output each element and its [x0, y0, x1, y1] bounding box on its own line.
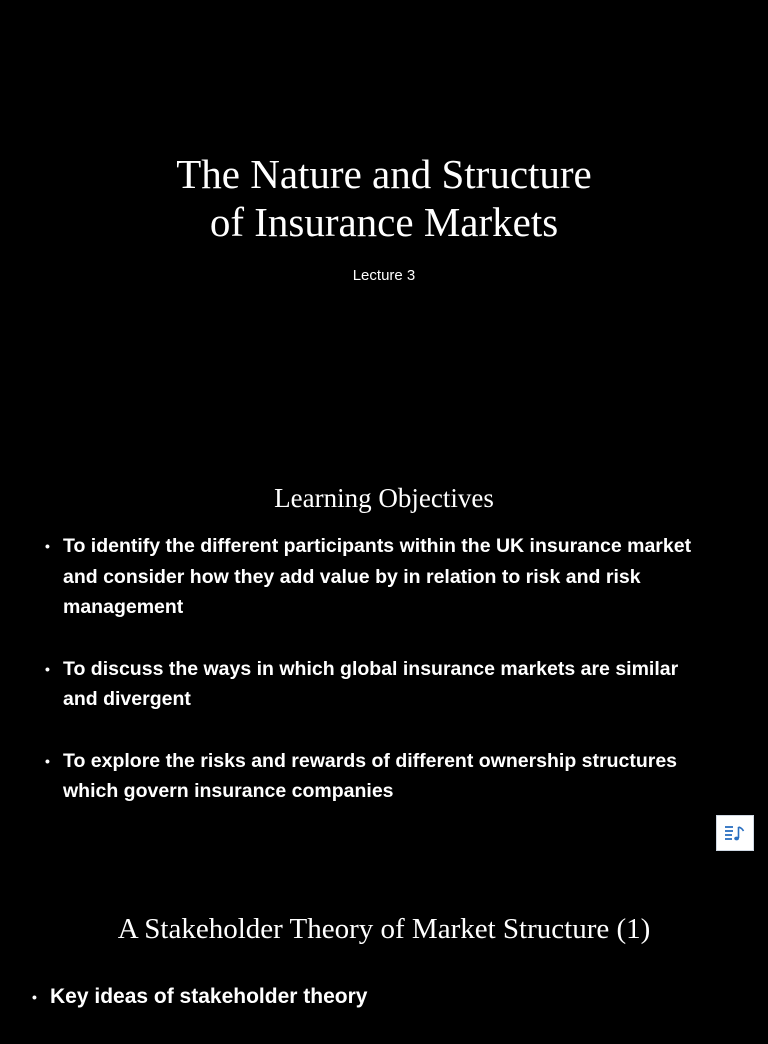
bullet-glyph: • [32, 989, 37, 1005]
learning-objectives-heading: Learning Objectives [274, 483, 494, 513]
objectives-list [45, 531, 715, 838]
list-item [45, 746, 715, 807]
slide-title [0, 0, 768, 440]
bullet-glyph: • [45, 660, 50, 677]
slide-learning-objectives [0, 440, 768, 870]
bullet-glyph: • [45, 538, 50, 554]
list-item-text: To discuss the ways in which global insurance markets are similar and divergent [63, 657, 679, 710]
audio-icon [724, 823, 746, 843]
list-item-text: To explore the risks and rewards of different ownership structures which govern insurance companies [63, 749, 678, 802]
stakeholder-list [32, 982, 702, 1044]
slide-stakeholder-theory [0, 870, 768, 1024]
audio-button[interactable] [716, 815, 754, 851]
title-line-1: The Nature and Structure [176, 151, 592, 197]
list-item [32, 982, 702, 1013]
list-item-text: Key ideas of stakeholder theory [50, 985, 368, 1008]
lecture-subtitle: Lecture 3 [352, 267, 416, 284]
list-item [45, 654, 715, 715]
list-item [45, 531, 715, 623]
slide-title-heading [0, 150, 768, 246]
bullet-glyph: • [45, 752, 50, 769]
title-line-2: of Insurance Markets [209, 199, 559, 245]
stakeholder-heading: A Stakeholder Theory of Market Structure (1) [117, 913, 651, 945]
list-item-text: To identify the different participants within the UK insurance market and consider how they add value by in relation to risk and risk management [63, 535, 692, 618]
